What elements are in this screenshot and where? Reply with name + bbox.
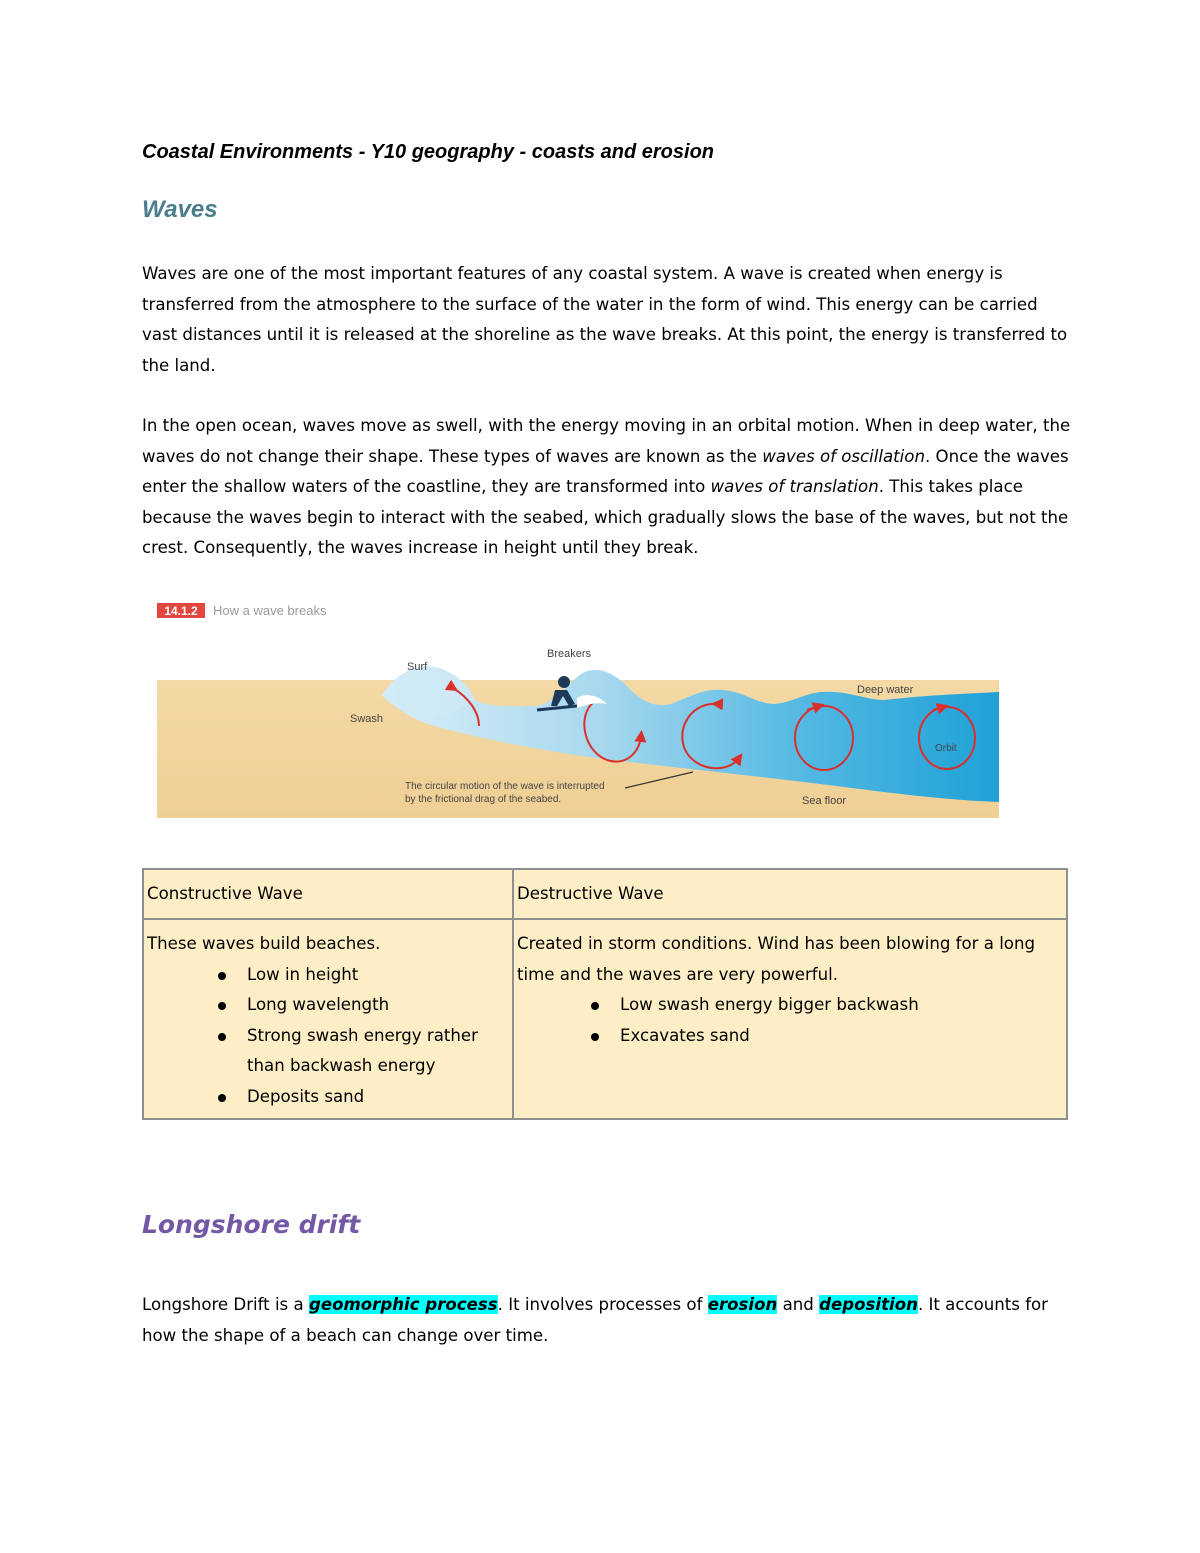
- list-item: Low swash energy bigger backwash: [620, 990, 1063, 1021]
- figure-number: 14.1.2: [164, 604, 198, 618]
- constructive-intro: These waves build beaches.: [147, 934, 381, 953]
- label-sea-floor: Sea floor: [802, 795, 847, 807]
- list-item: Strong swash energy rather than backwash energy: [247, 1021, 509, 1082]
- table-header-row: [143, 869, 1067, 919]
- text-run: . Once the waves enter the shallow waters of the coastline, they are transformed into: [142, 446, 1069, 496]
- text-run: and: [777, 1295, 820, 1314]
- text-run: . It involves processes of: [497, 1295, 708, 1314]
- header-constructive-wave: Constructive Wave: [143, 869, 513, 919]
- document-title: Coastal Environments - Y10 geography - coasts and erosion: [142, 141, 715, 163]
- list-item: Low in height: [247, 960, 509, 991]
- list-item: Excavates sand: [620, 1021, 1063, 1052]
- label-swash: Swash: [350, 713, 384, 725]
- destructive-cell: [513, 919, 1067, 1119]
- highlight-deposition: deposition: [819, 1295, 918, 1314]
- label-note-line-2: by the frictional drag of the seabed.: [405, 794, 562, 805]
- highlight-geomorphic-process: geomorphic process: [308, 1295, 498, 1314]
- waves-heading: Waves: [142, 196, 218, 223]
- label-note-line-1: The circular motion of the wave is interrupted: [405, 781, 605, 792]
- text-run: Longshore Drift is a: [142, 1295, 309, 1314]
- constructive-cell: [143, 919, 513, 1119]
- figure-caption: How a wave breaks: [213, 603, 327, 618]
- longshore-paragraph: [142, 1290, 1072, 1351]
- wave-breaking-diagram: [157, 600, 999, 820]
- label-surf: Surf: [407, 661, 428, 673]
- label-breakers: Breakers: [547, 648, 592, 660]
- waves-paragraph-2: [142, 411, 1072, 564]
- highlight-erosion: erosion: [707, 1295, 778, 1314]
- wave-comparison-table: [142, 868, 1068, 1120]
- list-item: Long wavelength: [247, 990, 509, 1021]
- label-orbit: Orbit: [935, 743, 957, 754]
- waves-paragraph-1: Waves are one of the most important features of any coastal system. A wave is created when energy is transferred from the atmosphere to the surface of the water in the form of wind. This energy can be carried vast distances until it is released at the shoreline as the wave breaks. At this point, the energy is transferred to the land.: [142, 264, 1068, 375]
- header-destructive-wave: Destructive Wave: [513, 869, 1067, 919]
- destructive-intro: Created in storm conditions. Wind has been blowing for a long time and the waves are very powerful.: [517, 934, 1036, 984]
- table-body-row: [143, 919, 1067, 1119]
- term-waves-of-oscillation: waves of oscillation: [762, 446, 925, 466]
- text-run: . It accounts for how the shape of a beach can change over time.: [142, 1295, 1049, 1345]
- term-waves-of-translation: waves of translation: [710, 477, 879, 496]
- list-item: Deposits sand: [247, 1082, 509, 1113]
- label-deep-water: Deep water: [857, 684, 914, 696]
- constructive-list: [147, 960, 509, 1113]
- text-run: In the open ocean, waves move as swell, with the energy moving in an orbital motion. When in deep water, the waves do not change their shape. These types of waves are known as the: [142, 416, 1071, 466]
- text-run: . This takes place because the waves begin to interact with the seabed, which gradually slows the base of the waves, but not the crest. Consequently, the waves increase in height until they break.: [142, 477, 1069, 557]
- destructive-list: [517, 990, 1063, 1051]
- longshore-drift-heading: Longshore drift: [142, 1210, 361, 1239]
